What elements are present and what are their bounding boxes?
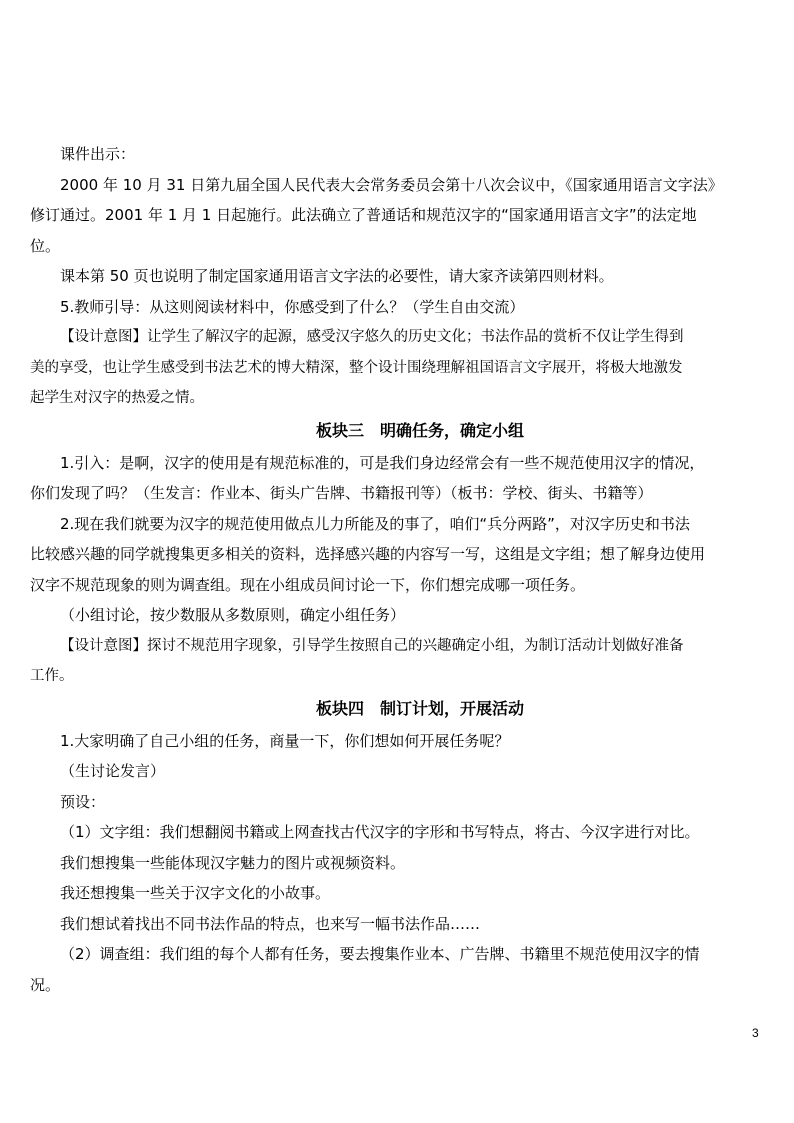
body-paragraph: （小组讨论，按少数服从多数原则，确定小组任务） <box>60 606 406 624</box>
body-paragraph: 我们想搜集一些能体现汉字魅力的图片或视频资料。 <box>60 853 406 872</box>
body-paragraph: 5.教师引导：从这则阅读材料中，你感受到了什么？（学生自由交流） <box>60 297 525 316</box>
body-paragraph: （1）文字组：我们想翻阅书籍或上网查找古代汉字的字形和书写特点，将古、今汉字进行对比。 <box>60 823 700 841</box>
body-paragraph: 2000 年 10 月 31 日第九届全国人民代表大会常务委员会第十八次会议中，《国家通用语言文字法》 <box>60 175 723 194</box>
body-paragraph: 预设： <box>60 792 106 811</box>
body-paragraph: 况。 <box>30 975 61 994</box>
body-paragraph: （生讨论发言） <box>60 762 166 780</box>
body-paragraph: 课件出示： <box>60 145 136 163</box>
body-paragraph: 2.现在我们就要为汉字的规范使用做点儿力所能及的事了，咱们“兵分两路”，对汉字历史和书法 <box>60 514 690 533</box>
design-intent-paragraph: 【设计意图】探讨不规范用字现象，引导学生按照自己的兴趣确定小组，为制订活动计划做好准备 <box>60 637 684 654</box>
section-heading: 板块四 制订计划，开展活动 <box>315 698 524 718</box>
section-heading: 板块三 明确任务，确定小组 <box>315 420 524 440</box>
body-paragraph: 课本第 50 页也说明了制定国家通用语言文字法的必要性，请大家齐读第四则材料。 <box>60 267 614 285</box>
body-paragraph: 我还想搜集一些关于汉字文化的小故事。 <box>60 884 331 902</box>
body-paragraph: 比较感兴趣的同学就搜集更多相关的资料，选择感兴趣的内容写一写，这组是文字组；想了解身边使用 <box>30 545 706 563</box>
body-paragraph: 修订通过。2001 年 1 月 1 日起施行。此法确立了普通话和规范汉字的“国家通用语言文字”的法定地 <box>30 206 697 224</box>
body-paragraph: 汉字不规范现象的则为调查组。现在小组成员间讨论一下，你们想完成哪一项任务。 <box>30 575 586 594</box>
body-paragraph: 1.大家明确了自己小组的任务，商量一下，你们想如何开展任务呢？ <box>60 731 510 750</box>
design-intent-paragraph: 美的享受，也让学生感受到书法艺术的博大精深，整个设计围绕理解祖国语言文字展开，将极大地激发 <box>30 359 683 376</box>
body-paragraph: 我们想试着找出不同书法作品的特点，也来写一幅书法作品…… <box>60 914 481 933</box>
body-paragraph: （2）调查组：我们组的每个人都有任务，要去搜集作业本、广告牌、书籍里不规范使用汉字的情 <box>60 945 700 963</box>
body-paragraph: 1.引入：是啊，汉字的使用是有规范标准的，可是我们身边经常会有一些不规范使用汉字的情况， <box>60 453 705 472</box>
design-intent-paragraph: 起学生对汉字的热爱之情。 <box>30 390 204 406</box>
body-paragraph: 位。 <box>30 236 61 255</box>
design-intent-paragraph: 【设计意图】让学生了解汉字的起源，感受汉字悠久的历史文化；书法作品的赏析不仅让学生得到 <box>60 329 684 345</box>
document-body <box>30 139 780 1000</box>
body-paragraph: 你们发现了吗？（生发言：作业本、街头广告牌、书籍报刊等）（板书：学校、街头、书籍等） <box>30 484 653 502</box>
design-intent-paragraph: 工作。 <box>30 668 74 684</box>
page-number: 3 <box>752 1026 759 1040</box>
